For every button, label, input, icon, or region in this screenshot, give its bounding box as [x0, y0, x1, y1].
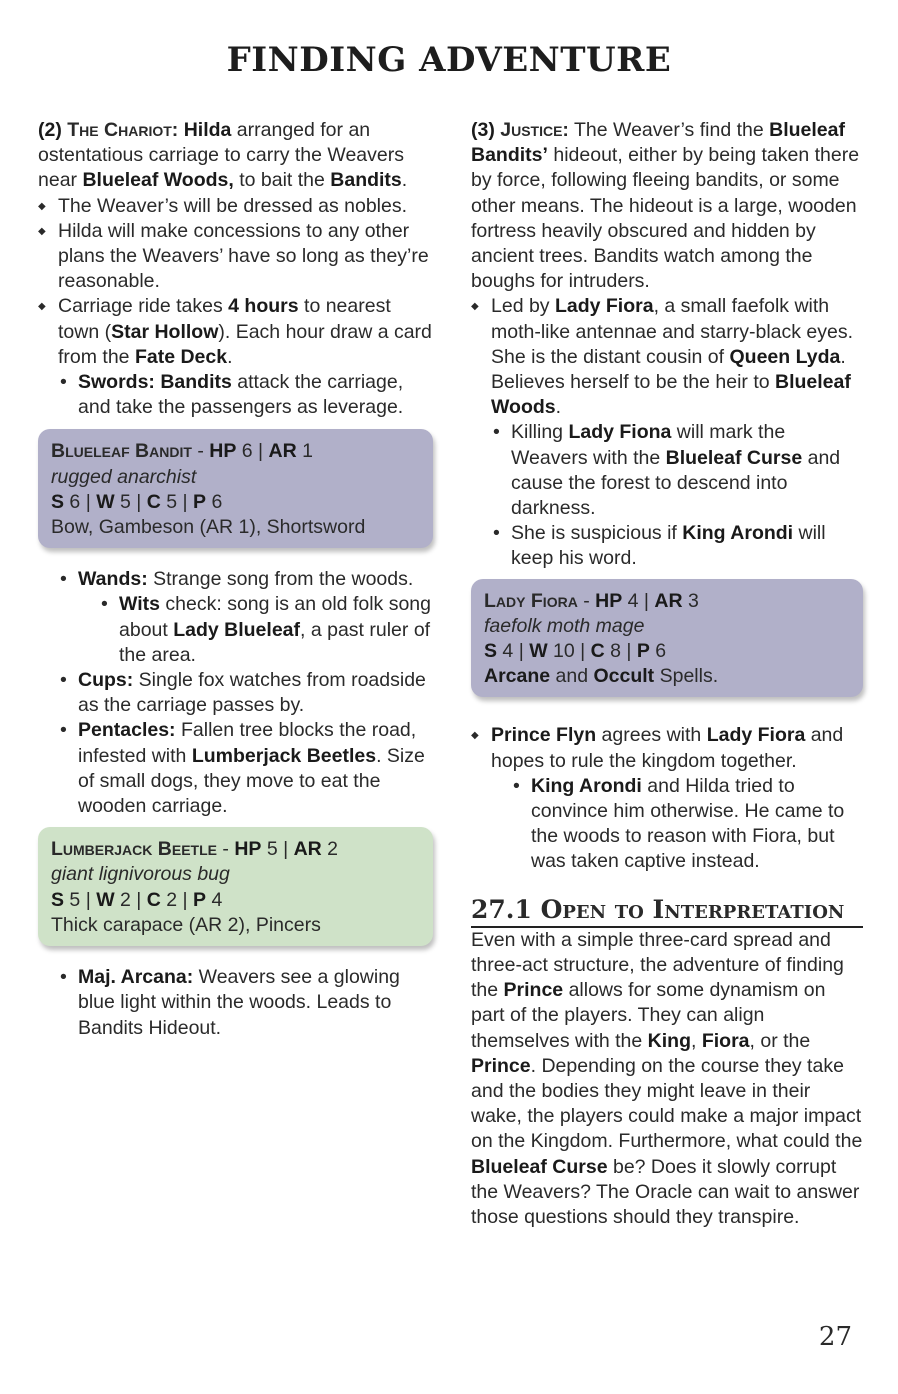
arcana-list [58, 965, 433, 1041]
page-title: FINDING ADVENTURE [226, 40, 672, 80]
list-item: • Maj. Arcana: Weavers see a glowing blue light within the woods. Leads to Bandits Hideout. [58, 965, 433, 1041]
prince-sub-list [511, 774, 863, 875]
right-column [471, 118, 863, 1230]
fiora-statblock: Lady Fiora - HP 4 | AR 3 faefolk moth mage S 4 | W 10 | C 8 | P 6 Arcane and Occult Spells. [471, 579, 863, 698]
prince-bullet-list [471, 723, 863, 773]
wits-list [99, 592, 433, 668]
card-outcomes-list-2 [58, 668, 433, 819]
list-item: • Wands: Strange song from the woods. [58, 567, 433, 592]
list-item: ◆ Led by Lady Fiora, a small faefolk with moth-like antennae and starry-black eyes. She is the distant cousin of Queen Lyda. Believes herself to be the heir to Blueleaf Woods. [471, 294, 863, 420]
list-item: ◆ Prince Flyn agrees with Lady Fiora and hopes to rule the kingdom together. [471, 723, 863, 773]
left-column [38, 118, 433, 1041]
list-item: • Killing Lady Fiona will mark the Weavers with the Blueleaf Curse and cause the forest to descend into darkness. [491, 420, 863, 521]
interpretation-paragraph: Even with a simple three-card spread and three-act structure, the adventure of finding the Prince allows for some dynamism on part of the players. They can align themselves with the King, Fiora, or the Prince. Depending on the course they take and the bodies they might leave in their wake, the players could make a major impact on the Kingdom. Furthermore, what could the Blueleaf Curse be? Does it slowly corrupt the Weavers? The Oracle can wait to answer those questions should they transpire. [471, 928, 863, 1228]
list-item: • Swords: Bandits attack the carriage, and take the passengers as leverage. [58, 370, 433, 420]
chariot-paragraph: (2) The Chariot: Hilda arranged for an ostentatious carriage to carry the Weavers near Blueleaf Woods, to bait the Bandits. [38, 119, 408, 192]
justice-paragraph: (3) Justice: The Weaver’s find the Blueleaf Bandits’ hideout, either by being taken there by force, following fleeing bandits, or some other means. The hideout is a large, wooden fortress heavily obscured and hidden by ancient trees. Bandits watch among the boughs for intruders. [471, 119, 860, 293]
fiora-bullet-list [471, 294, 863, 420]
list-item: ◆ Carriage ride takes 4 hours to nearest town (Star Hollow). Each hour draw a card from the Fate Deck. [38, 294, 433, 370]
page-number: 27 [818, 1322, 852, 1352]
list-item: • Cups: Single fox watches from roadside as the carriage passes by. [58, 668, 433, 718]
list-item: • She is suspicious if King Arondi will keep his word. [491, 521, 863, 571]
bandit-statblock: Blueleaf Bandit - HP 6 | AR 1 rugged anarchist S 6 | W 5 | C 5 | P 6 Bow, Gambeson (AR 1), Shortsword [38, 429, 433, 548]
fiora-sub-list [491, 420, 863, 571]
list-item: • Wits check: song is an old folk song about Lady Blueleaf, a past ruler of the area. [99, 592, 433, 668]
list-item: • Pentacles: Fallen tree blocks the road, infested with Lumberjack Beetles. Size of small dogs, they move to eat the wooden carriage. [58, 718, 433, 819]
section-heading: 27.1 Open to Interpretation [471, 895, 863, 928]
beetle-statblock: Lumberjack Beetle - HP 5 | AR 2 giant lignivorous bug S 5 | W 2 | C 2 | P 4 Thick carapace (AR 2), Pincers [38, 827, 433, 946]
card-outcomes-list [58, 567, 433, 592]
swords-list [58, 370, 433, 420]
chariot-bullet-list [38, 194, 433, 370]
list-item: ◆ The Weaver’s will be dressed as nobles. [38, 194, 433, 219]
list-item: • King Arondi and Hilda tried to convince him otherwise. He came to the woods to reason with Fiora, but was taken captive instead. [511, 774, 863, 875]
list-item: ◆ Hilda will make concessions to any other plans the Weavers’ have so long as they’re reasonable. [38, 219, 433, 295]
